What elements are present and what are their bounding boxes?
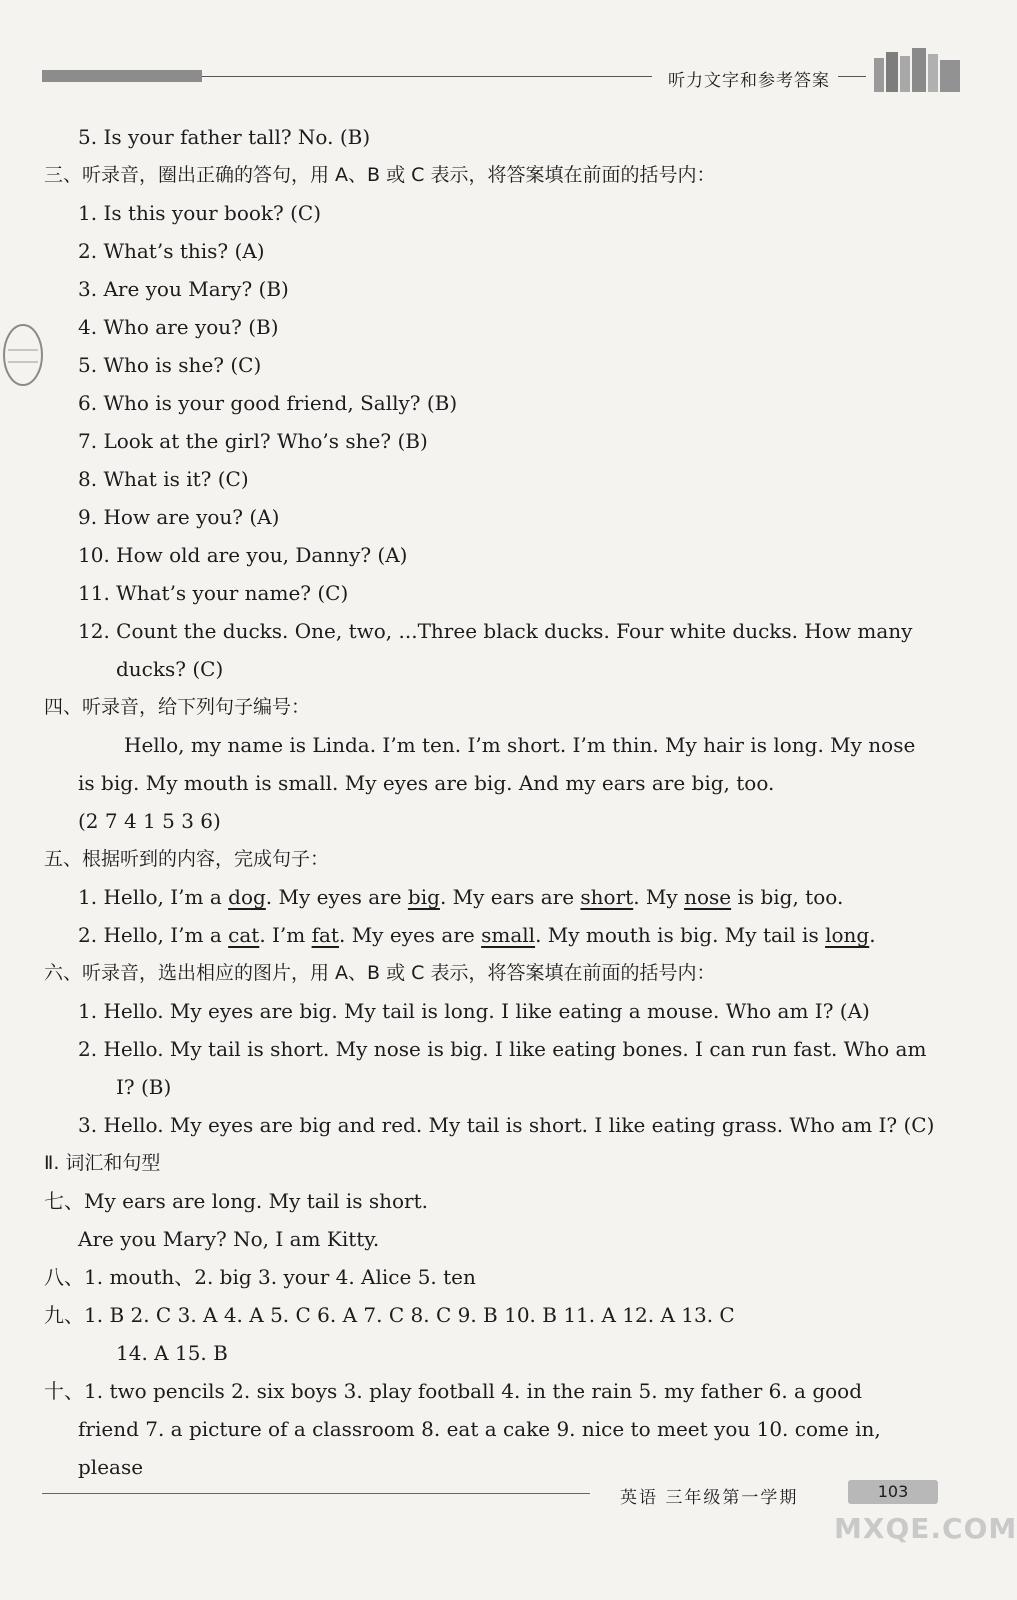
stamp-icon bbox=[2, 322, 44, 388]
text-line: 六、听录音，选出相应的图片，用 A、B 或 C 表示，将答案填在前面的括号内： bbox=[44, 962, 716, 984]
header-title: 听力文字和参考答案 bbox=[668, 71, 830, 91]
footer-book-title: 英语 三年级第一学期 bbox=[620, 1488, 799, 1508]
page-number: 103 bbox=[848, 1480, 938, 1504]
text-line: Ⅱ. 词汇和句型 bbox=[44, 1152, 161, 1174]
text-line: 8. What is it? (C) bbox=[78, 467, 249, 491]
text-line: Are you Mary? No, I am Kitty. bbox=[78, 1227, 380, 1251]
text-line: 14. A 15. B bbox=[116, 1341, 228, 1365]
text-line: 3. Are you Mary? (B) bbox=[78, 277, 289, 301]
text-line: 5. Is your father tall? No. (B) bbox=[78, 125, 371, 149]
text-line: 7. Look at the girl? Who’s she? (B) bbox=[78, 429, 428, 453]
text-line: 10. How old are you, Danny? (A) bbox=[78, 543, 408, 567]
text-line: 4. Who are you? (B) bbox=[78, 315, 279, 339]
text-line: is big. My mouth is small. My eyes are big. And my ears are big, too. bbox=[78, 771, 775, 795]
text-line: 十、1. two pencils 2. six boys 3. play football 4. in the rain 5. my father 6. a good bbox=[44, 1379, 863, 1403]
text-line: 5. Who is she? (C) bbox=[78, 353, 262, 377]
text-line: 三、听录音，圈出正确的答句，用 A、B 或 C 表示，将答案填在前面的括号内： bbox=[44, 164, 716, 186]
text-line: (2 7 4 1 5 3 6) bbox=[78, 809, 221, 833]
books-icon bbox=[868, 44, 968, 94]
header-rule bbox=[202, 76, 652, 77]
text-line: 12. Count the ducks. One, two, ...Three black ducks. Four white ducks. How many bbox=[78, 619, 913, 643]
page-header bbox=[0, 0, 996, 110]
text-line: I? (B) bbox=[116, 1075, 172, 1099]
fill-sentence-2: 2. Hello, I’m a cat. I’m fat. My eyes are small. My mouth is big. My tail is long. bbox=[78, 923, 876, 947]
text-line: friend 7. a picture of a classroom 8. eat a cake 9. nice to meet you 10. come in, bbox=[78, 1417, 881, 1441]
text-line: 3. Hello. My eyes are big and red. My tail is short. I like eating grass. Who am I? (C) bbox=[78, 1113, 935, 1137]
watermark: MXQE.COM bbox=[834, 1512, 1017, 1545]
text-line: please bbox=[78, 1455, 144, 1479]
text-line: 1. Is this your book? (C) bbox=[78, 201, 322, 225]
text-line: 五、根据听到的内容，完成句子： bbox=[44, 848, 330, 870]
answer-content bbox=[44, 118, 954, 1486]
header-rule-right bbox=[838, 76, 866, 77]
footer-rule bbox=[42, 1493, 590, 1494]
text-line: 1. Hello. My eyes are big. My tail is long. I like eating a mouse. Who am I? (A) bbox=[78, 999, 870, 1023]
text-line: 6. Who is your good friend, Sally? (B) bbox=[78, 391, 458, 415]
text-line: 2. Hello. My tail is short. My nose is big. I like eating bones. I can run fast. Who am bbox=[78, 1037, 927, 1061]
header-bar bbox=[42, 70, 202, 82]
text-line: 9. How are you? (A) bbox=[78, 505, 280, 529]
text-line: 九、1. B 2. C 3. A 4. A 5. C 6. A 7. C 8. C 9. B 10. B 11. A 12. A 13. C bbox=[44, 1303, 735, 1327]
text-line: 八、1. mouth、2. big 3. your 4. Alice 5. ten bbox=[44, 1265, 476, 1289]
text-line: ducks? (C) bbox=[116, 657, 224, 681]
text-line: 四、听录音，给下列句子编号： bbox=[44, 696, 311, 718]
text-line: 2. What’s this? (A) bbox=[78, 239, 265, 263]
text-line: Hello, my name is Linda. I’m ten. I’m short. I’m thin. My hair is long. My nose bbox=[124, 733, 916, 757]
text-line: 七、My ears are long. My tail is short. bbox=[44, 1189, 428, 1213]
fill-sentence-1: 1. Hello, I’m a dog. My eyes are big. My ears are short. My nose is big, too. bbox=[78, 885, 844, 909]
text-line: 11. What’s your name? (C) bbox=[78, 581, 349, 605]
